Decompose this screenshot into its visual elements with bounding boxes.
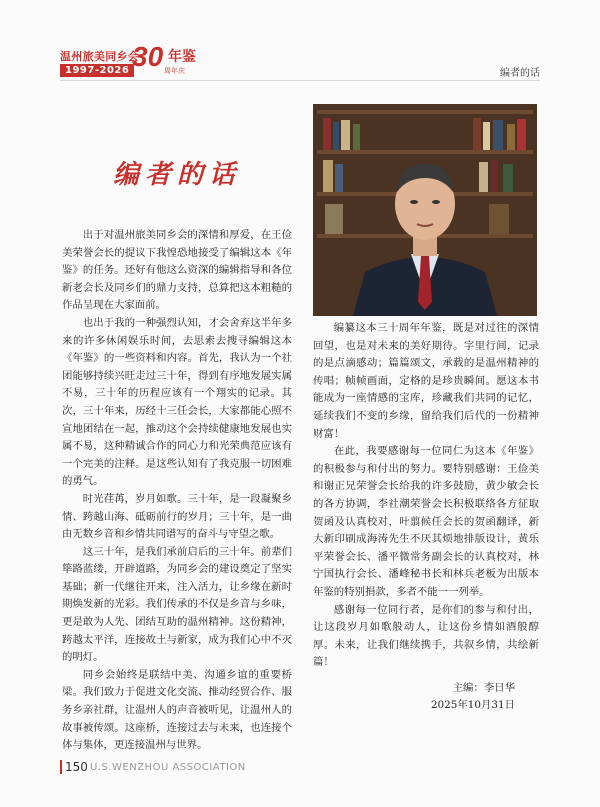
anniversary-logo-sub: 周年庆 — [164, 67, 185, 75]
editor-portrait-photo — [313, 104, 537, 316]
portrait-illustration — [313, 104, 537, 316]
paragraph: 在此，我要感谢每一位同仁为这本《年鉴》的积极参与和付出的努力。要特别感谢：王俭美和谢正兄荣誉会长给我的许多鼓励，黄少敏会长的各方协调，李社潮荣誉会长积极联络各方征取贺函及认真校对，叶翦候任会长的贺函翻译，新大新印刷成海涛先生不厌其烦地排版设计，黄乐平荣誉会长、潘平微常务副会长的认真校对，林宁国执行会长、潘峰秘书长和林兵老板为出版本年鉴的特别捐款，多者不能一一列举。 — [313, 445, 539, 598]
paragraph: 同乡会始终是联结中美、沟通乡谊的重要桥梁。我们致力于促进文化交流、推动经贸合作、服务乡亲社群，让温州人的声音被听见，让温州人的故事被传颂。这座桥，连接过去与未来，也连接个体与集体，更连接温州与世界。 — [62, 668, 292, 752]
paragraph: 感谢每一位同行者，是你们的参与和付出，让这段岁月如歌般动人，让这份乡情如酒般醇厚。未来，让我们继续携手，共叙乡情，共绘新篇！ — [313, 603, 539, 669]
footer-accent-bar — [60, 760, 62, 774]
paragraph: 也出于我的一种强烈认知，才会舍弃这半年多来的许多休闲娱乐时间，去思索去搜寻编辑这本《年鉴》的一些资料和内容。首先，我认为一个社团能够持续兴旺走过三十年，得到有序地发展实属不易，三十年的历程应该有一个翔实的记录。其次，三十年来，历经十三任会长，大家都能心照不宣地团结在一起，推动这个会持续健康地发展也实属不易，这种精诚合作的同心力和光荣典范应该有一个完美的注释。是这些认知有了我克服一切困难的勇气。 — [62, 316, 292, 488]
signature-date: 2025年10月31日 — [430, 699, 515, 712]
brand-years: 1997-2026 — [60, 64, 134, 77]
paragraph: 出于对温州旅美同乡会的深情和厚爱，在王俭美荣誉会长的提议下我惶恐地接受了编辑这本《年鉴》的任务。还好有他这么资深的编辑指导和各位新老会长及同乡们的鼎力支持，总算把这本粗糙的作品呈现在大家面前。 — [62, 229, 292, 312]
section-label: 编者的话 — [500, 68, 540, 79]
page-footer — [60, 760, 360, 774]
association-name: U.S.WENZHOU ASSOCIATION — [90, 762, 246, 773]
paragraph: 编纂这本三十周年年鉴，既是对过往的深情回望，也是对未来的美好期待。字里行间，记录的是点滴感动；篇篇颂文，承载的是温州精神的传唱；帧帧画面，定格的是珍贵瞬间。愿这本书能成为一座情感的宝库，珍藏我们共同的记忆，延续我们不变的乡缘，留给我们后代的一份精神财富！ — [313, 322, 539, 440]
page-header — [60, 41, 540, 80]
paragraph: 时光荏苒，岁月如歌。三十年，是一段凝聚乡情、跨越山海、砥砺前行的岁月；三十年，是一曲由无数乡音和乡情共同谱写的奋斗与守望之歌。 — [62, 492, 292, 541]
paragraph: 这三十年，是我们承前启后的三十年。前辈们筚路蓝缕，开辟道路，为同乡会的建设奠定了坚实基础；新一代继往开来，注入活力，让乡缘在新时期焕发新的光彩。我们传承的不仅是乡音与乡味，更是敢为人先、团结互助的温州精神。这份精神，跨越太平洋，连接故土与新家，成为我们心中不灭的明灯。 — [62, 545, 292, 664]
page-number: 150 — [65, 760, 88, 774]
left-column — [62, 140, 292, 755]
anniversary-logo-word: 年鉴 — [168, 49, 196, 65]
signature-block — [313, 680, 539, 715]
signature-name: 主编：李日华 — [452, 681, 515, 694]
anniversary-logo-number: 30 — [132, 41, 164, 72]
right-column — [313, 320, 539, 715]
brand-name: 温州旅美同乡会 — [60, 50, 140, 63]
header-divider — [60, 80, 540, 81]
page-title: 编者的话 — [112, 160, 241, 190]
